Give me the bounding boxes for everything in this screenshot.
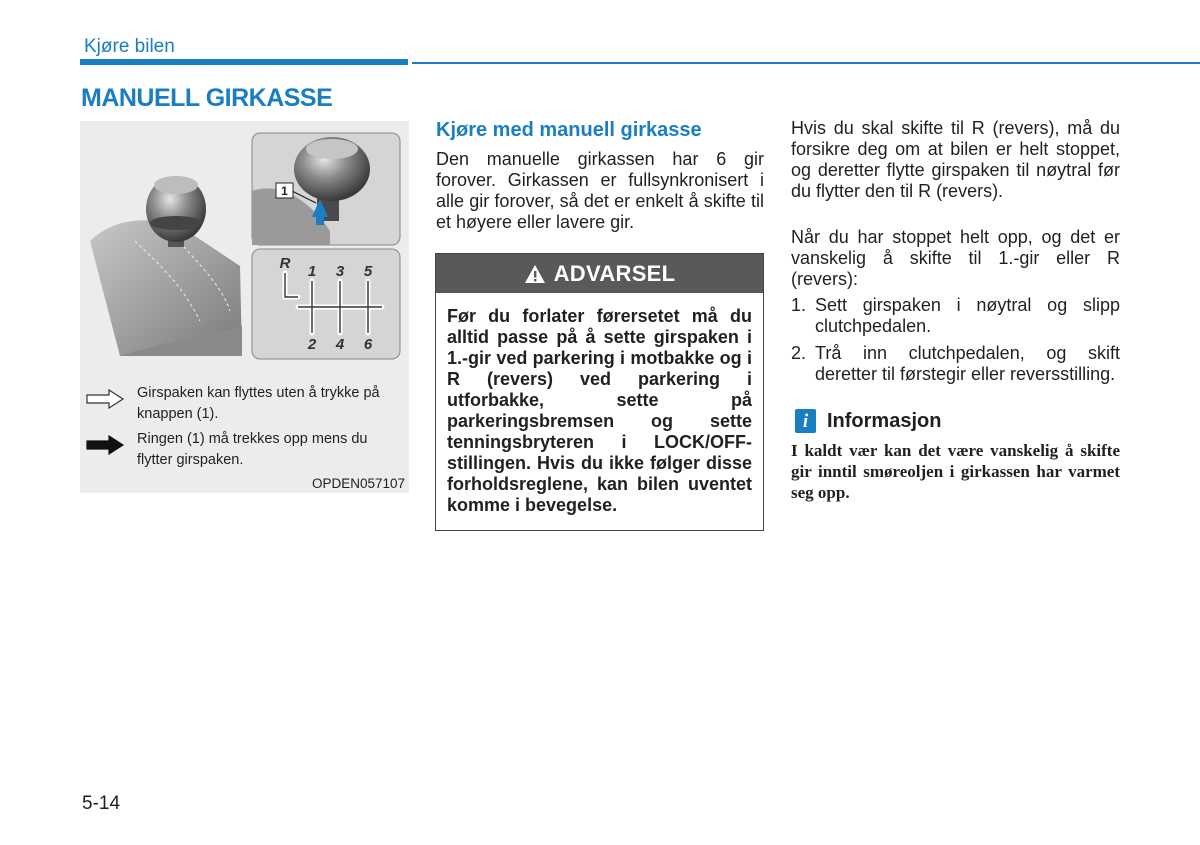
step-number: 1. [791,295,807,315]
header-rule-thick [80,59,408,65]
gear-label-1: 1 [307,263,317,280]
gear-label-5: 5 [363,263,373,280]
shift-pattern-inset [252,249,400,359]
callout-number: 1 [281,184,288,198]
stopped-paragraph: Når du har stoppet helt opp, og det er vanskelig å skifte til 1.-gir eller R (revers): [791,227,1120,289]
intro-paragraph: Den manuelle girkassen har 6 gir forover. Girkassen er fullsynkronisert i alle gir forover, så det er enkelt å skifte til et høyere eller lavere gir. [436,149,764,232]
steps-list [791,295,1120,385]
ring-detail-inset [252,133,400,245]
gear-label-3: 3 [335,263,345,280]
info-text: I kaldt vær kan det være vanskelig å skifte gir inntil smøreoljen i girkassen har varmet seg opp. [791,441,1120,502]
legend-text: Ringen (1) må trekkes opp mens du flytter girspaken. [137,431,368,468]
step-text: Trå inn clutchpedalen, og skift deretter til førstegir eller reversstilling. [815,343,1120,384]
legend-text: Girspaken kan flyttes uten å trykke på knappen (1). [137,385,380,422]
column-intro [436,118,764,233]
running-header: Kjøre bilen [84,36,175,57]
subsection-heading: Kjøre med manuell girkasse [436,119,702,141]
header-rule-thin [412,62,1200,64]
warning-triangle-icon [524,264,546,284]
section-title: MANUELL GIRKASSE [81,84,333,112]
gear-shift-illustration [80,121,409,371]
reverse-paragraph: Hvis du skal skifte til R (revers), må du forsikre deg om at bilen er helt stoppet, og deretter flytte girspaken til nøytral før du flytter den til R (revers). [791,118,1120,201]
filled-arrow-icon [85,435,125,455]
info-icon: i [795,409,816,433]
figure-panel [80,121,409,493]
page-number: 5-14 [82,793,121,814]
warning-header [436,254,763,293]
figure-code: OPDEN057107 [311,476,405,491]
gear-label-4: 4 [335,336,345,353]
list-item [791,295,1120,337]
column-reverse [791,118,1120,503]
step-text: Sett girspaken i nøytral og slipp clutchpedalen. [815,295,1120,336]
warning-title: ADVARSEL [553,260,676,286]
shift-boot-main [90,176,242,356]
gear-label-reverse: R [279,255,291,272]
step-number: 2. [791,343,807,363]
info-header [791,409,1120,433]
list-item [791,343,1120,385]
gear-label-6: 6 [363,336,373,353]
warning-text: Før du forlater førersetet må du alltid passe på å sette girspaken i 1.-gir ved parkering i motbakke og i R (revers) ved parkering i utforbakke, sette på parkeringsbremsen og sette tenningsbryteren i LOCK/OFF-stillingen. Hvis du ikke følger disse forholdsreglene, kan bilen uventet komme i bevegelse. [447,306,752,515]
info-title: Informasjon [827,409,942,432]
gear-label-2: 2 [307,336,317,353]
outline-arrow-icon [85,389,125,409]
warning-box [435,253,764,531]
